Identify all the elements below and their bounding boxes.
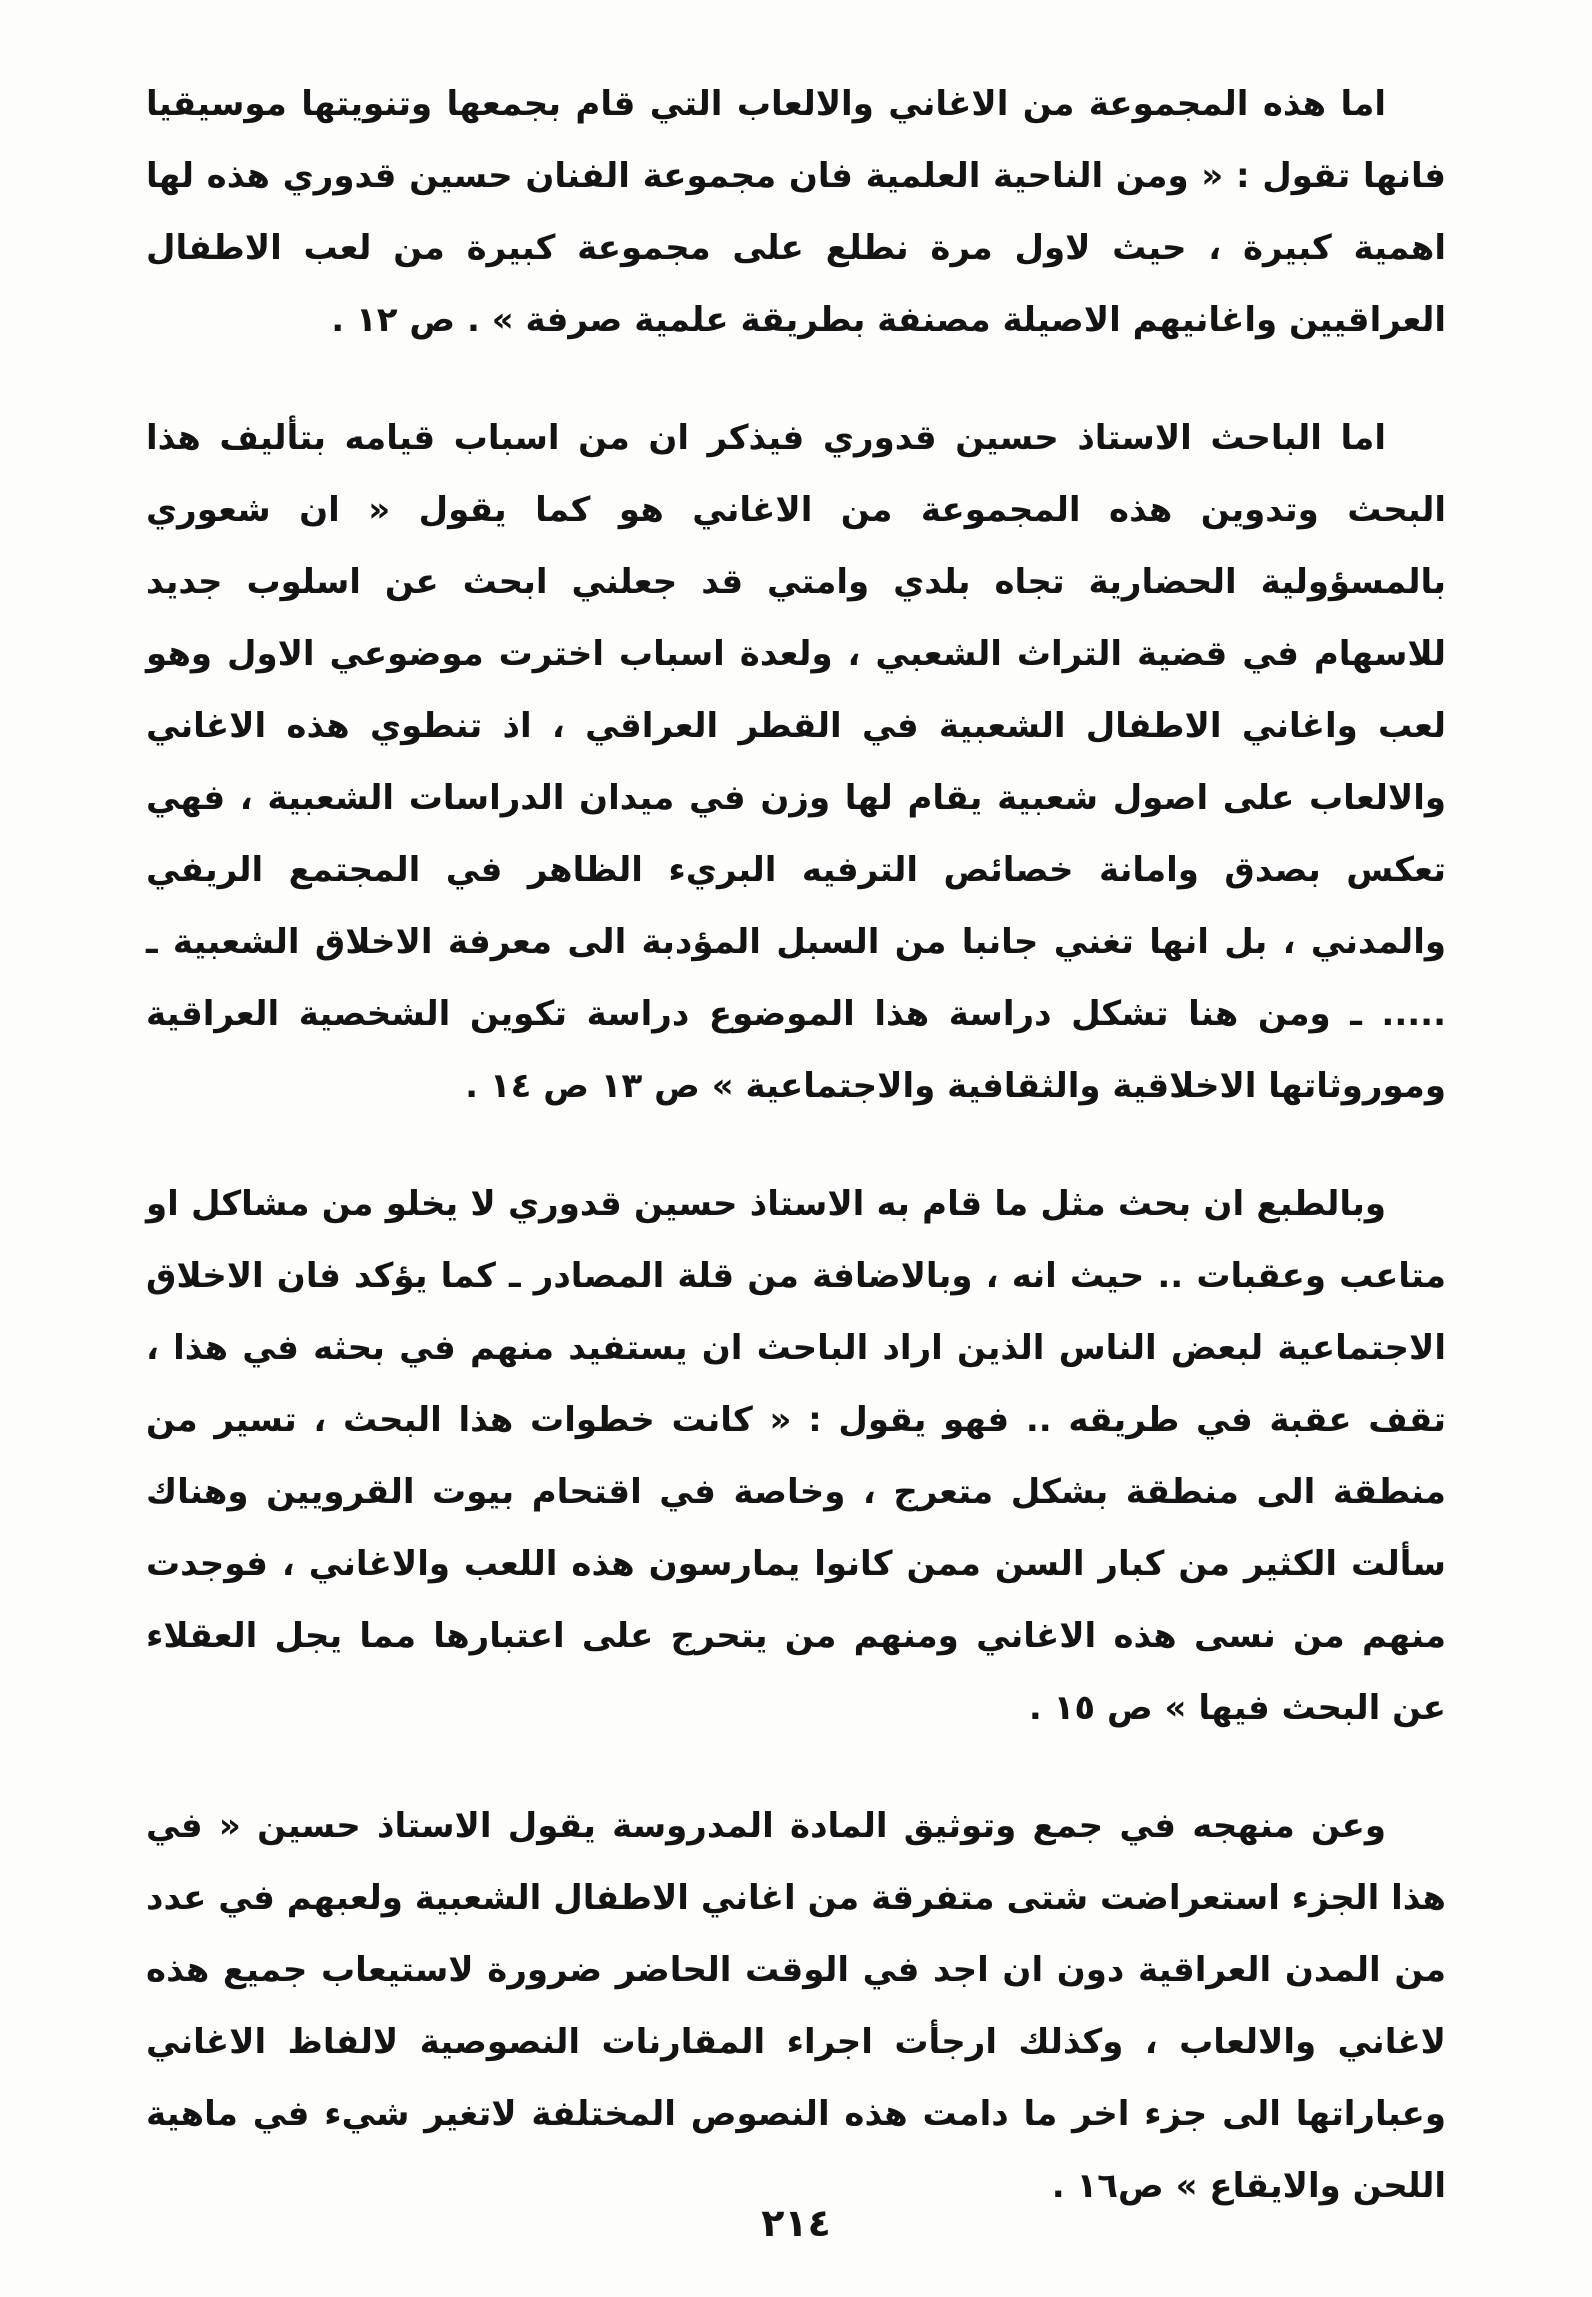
paragraph-3: وبالطبع ان بحث مثل ما قام به الاستاذ حسين قدوري لا يخلو من مشاكل او متاعب وعقبات .. حيث انه ، وبالاضافة من قلة المصادر ـ كما يؤكد فان الاخلاق الاجتماعية لبعض الناس الذين اراد الباحث ان يستفيد منهم في بحثه في هذا ، تقف عقبة في طريقه .. فهو يقول : « كانت خطوات هذا البحث ، تسير من منطقة الى منطقة بشكل متعرج ، وخاصة في اقتحام بيوت القرويين وهناك سألت الكثير من كبار السن ممن كانوا يمارسون هذه اللعب والاغاني ، فوجدت منهم من نسى هذه الاغاني ومنهم من يتحرج على اعتبارها مما يجل العقلاء عن البحث فيها » ص ١٥ . [146,1184,1446,1728]
paragraph-4: وعن منهجه في جمع وتوثيق المادة المدروسة يقول الاستاذ حسين « في هذا الجزء استعراضت شتى متفرقة من اغاني الاطفال الشعبية ولعبهم في عدد من المدن العراقية دون ان اجد في الوقت الحاضر ضرورة لاستيعاب جميع هذه لاغاني والالعاب ، وكذلك ارجأت اجراء المقارنات النصوصية لالفاظ الاغاني وعباراتها الى جزء اخر ما دامت هذه النصوص المختلفة لاتغير شيء في ماهية اللحن والايقاع » ص١٦ . [146,1806,1446,2206]
paragraph-1: اما هذه المجموعة من الاغاني والالعاب التي قام بجمعها وتنويتها موسيقيا فانها تقول : « ومن الناحية العلمية فان مجموعة الفنان حسين قدوري هذه لها اهمية كبيرة ، حيث لاول مرة نطلع على مجموعة كبيرة من لعب الاطفال العراقيين واغانيهم الاصيلة مصنفة بطريقة علمية صرفة » . ص ١٢ . [146,84,1446,340]
page-number: ٢١٤ [761,2201,831,2245]
paragraph-2: اما الباحث الاستاذ حسين قدوري فيذكر ان من اسباب قيامه بتأليف هذا البحث وتدوين هذه المجموعة من الاغاني هو كما يقول « ان شعوري بالمسؤولية الحضارية تجاه بلدي وامتي قد جعلني ابحث عن اسلوب جديد للاسهام في قضية التراث الشعبي ، ولعدة اسباب اخترت موضوعي الاول وهو لعب واغاني الاطفال الشعبية في القطر العراقي ، اذ تنطوي هذه الاغاني والالعاب على اصول شعبية يقام لها وزن في ميدان الدراسات الشعبية ، فهي تعكس بصدق وامانة خصائص الترفيه البريء الظاهر في المجتمع الريفي والمدني ، بل انها تغني جانبا من السبل المؤدبة الى معرفة الاخلاق الشعبية ـ ..... ـ ومن هنا تشكل دراسة هذا الموضوع دراسة تكوين الشخصية العراقية وموروثاتها الاخلاقية والثقافية والاجتماعية » ص ١٣ ص ١٤ . [146,418,1446,1106]
body-text [146,68,1446,2268]
